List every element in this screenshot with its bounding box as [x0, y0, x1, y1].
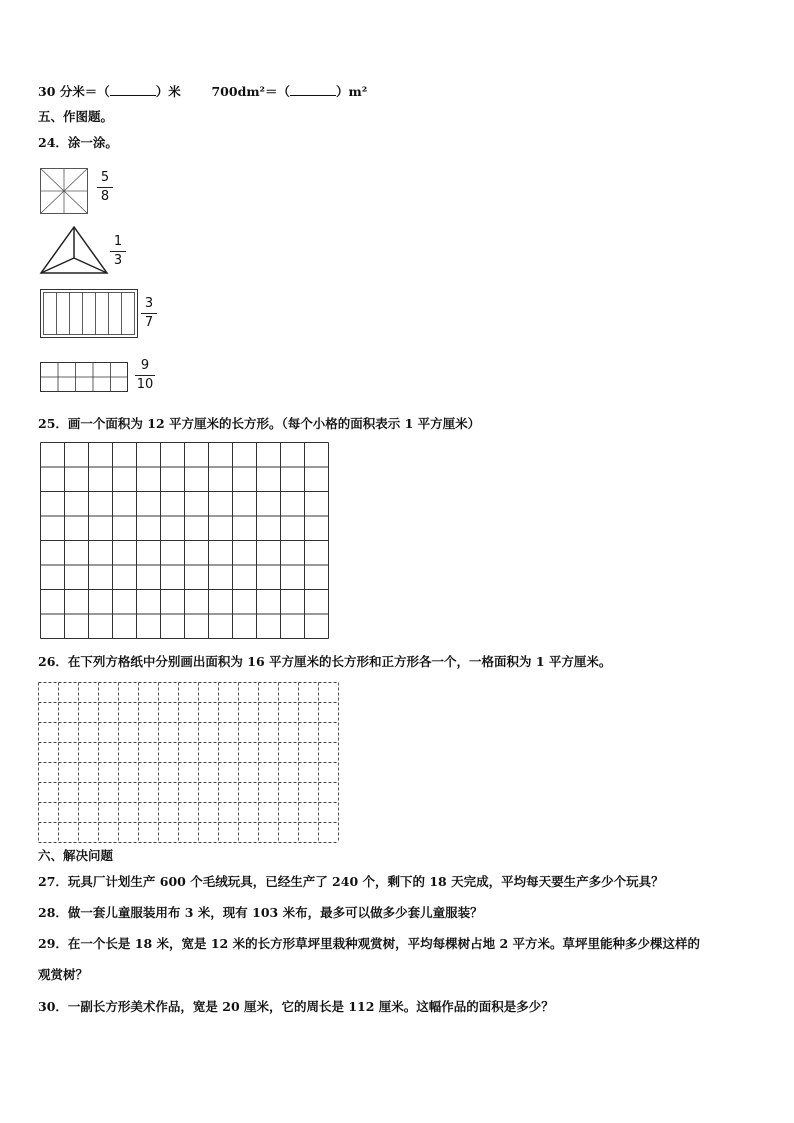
conversion-b-unit: ）m²: [336, 84, 368, 99]
q24-square-eighths[interactable]: [40, 168, 88, 214]
q25-square-grid[interactable]: [40, 442, 330, 642]
q24-fraction-2-numerator: 1: [113, 234, 123, 249]
q26-title: 26．在下列方格纸中分别画出面积为 16 平方厘米的长方形和正方形各一个，一格面积为 1 平方厘米。: [38, 654, 612, 669]
q24-fraction-2: [110, 234, 126, 269]
q24-fraction-4: [135, 358, 155, 393]
q27-text: 27．玩具厂计划生产 600 个毛绒玩具，已经生产了 240 个，剩下的 18 天完成，平均每天要生产多少个玩具？: [38, 874, 664, 889]
q24-grid-tenths[interactable]: [40, 362, 128, 392]
conversion-a-text: 30 分米＝（: [38, 84, 110, 99]
q29-text-line2: 观赏树？: [38, 967, 89, 982]
section-6-title: 六、解决问题: [38, 848, 114, 863]
q24-fraction-3: [141, 296, 157, 331]
q24-fraction-4-numerator: 9: [140, 358, 150, 373]
conversion-line: [38, 84, 367, 100]
q24-fraction-3-denominator: 7: [144, 315, 154, 330]
q28-text: 28．做一套儿童服装用布 3 米，现有 103 米布，最多可以做多少套儿童服装？: [38, 905, 483, 920]
section-5-title: 五、作图题。: [38, 109, 114, 124]
conversion-b-text: 700dm²＝（: [211, 84, 291, 99]
q24-fraction-3-numerator: 3: [144, 296, 154, 311]
answer-blank-b[interactable]: [290, 85, 336, 96]
q24-triangle-thirds[interactable]: [40, 226, 108, 274]
q24-fraction-1-numerator: 5: [100, 170, 110, 185]
q25-title: 25．画一个面积为 12 平方厘米的长方形。（每个小格的面积表示 1 平方厘米）: [38, 416, 481, 431]
q24-fraction-2-denominator: 3: [113, 253, 123, 268]
q24-title: 24．涂一涂。: [38, 135, 118, 150]
q26-dashed-grid[interactable]: [38, 682, 339, 843]
q24-fraction-4-denominator: 10: [136, 377, 154, 392]
q24-fraction-1: [97, 170, 113, 205]
q30-text: 30．一副长方形美术作品，宽是 20 厘米，它的周长是 112 厘米。这幅作品的面积是多少？: [38, 999, 554, 1014]
q29-text-line1: 29．在一个长是 18 米，宽是 12 米的长方形草坪里栽种观赏树，平均每棵树占地 2 平方米。草坪里能种多少棵这样的: [38, 936, 700, 951]
answer-blank-a[interactable]: [110, 85, 156, 96]
q24-fraction-1-denominator: 8: [100, 189, 110, 204]
conversion-a-unit: ）米: [155, 84, 181, 99]
q24-rect-sevenths[interactable]: [40, 289, 138, 338]
